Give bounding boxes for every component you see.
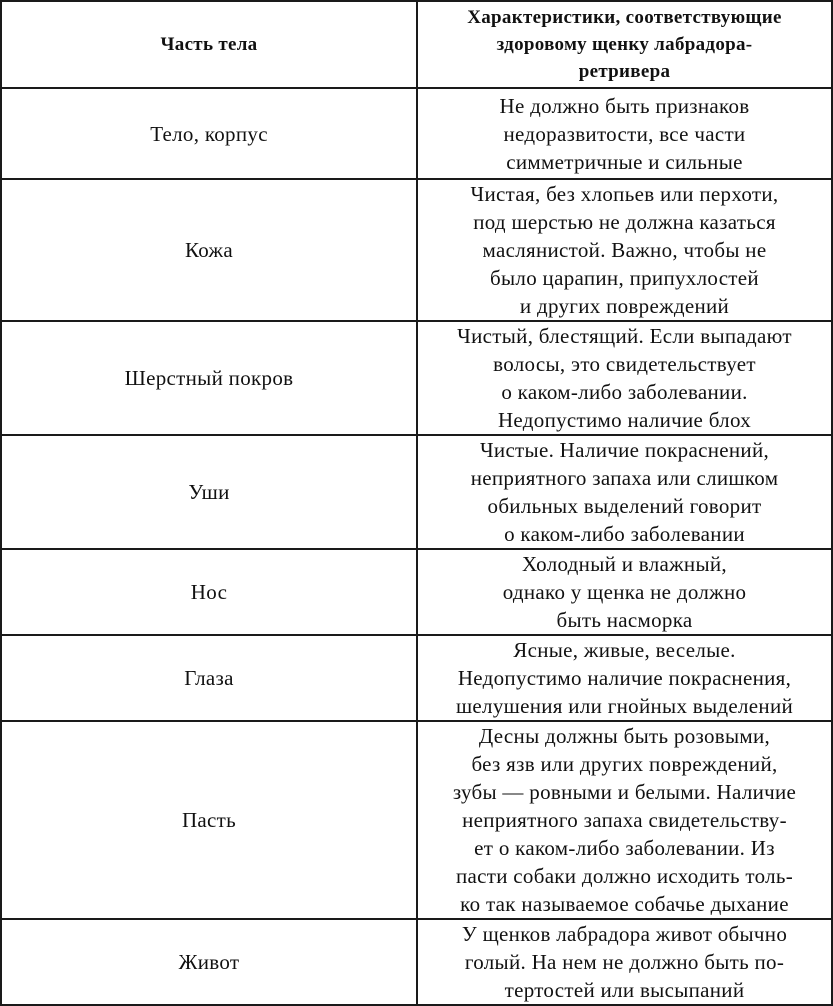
- row-desc: Десны должны быть розовыми, без язв или других повреждений, зубы — ровными и белыми. Наличие неприятного запаха свидетельству- ет о каком-либо заболевании. Из пасти собаки должно исходить толь- ко так называемое собачье дыхание: [417, 721, 832, 919]
- row-desc: У щенков лабрадора живот обычно голый. На нем не должно быть по- тертостей или высыпаний: [417, 919, 832, 1005]
- table-row: [1, 321, 832, 435]
- table-row: [1, 88, 832, 179]
- table-row: [1, 721, 832, 919]
- table-row: [1, 179, 832, 321]
- table-header-row: [1, 1, 832, 88]
- row-part: Нос: [1, 549, 417, 635]
- row-desc: Чистые. Наличие покраснений, неприятного запаха или слишком обильных выделений говорит о каком-либо заболевании: [417, 435, 832, 549]
- row-part: Тело, корпус: [1, 88, 417, 179]
- table-row: [1, 919, 832, 1005]
- row-part: Кожа: [1, 179, 417, 321]
- row-part: Пасть: [1, 721, 417, 919]
- table-row: [1, 635, 832, 721]
- row-desc: Не должно быть признаков недоразвитости, все части симметричные и сильные: [417, 88, 832, 179]
- row-desc: Чистая, без хлопьев или перхоти, под шерстью не должна казаться маслянистой. Важно, чтобы не было царапин, припухлостей и других повреждений: [417, 179, 832, 321]
- row-part: Живот: [1, 919, 417, 1005]
- row-part: Глаза: [1, 635, 417, 721]
- row-desc: Холодный и влажный, однако у щенка не должно быть насморка: [417, 549, 832, 635]
- table-row: [1, 549, 832, 635]
- header-part: Часть тела: [1, 1, 417, 88]
- header-characteristics: Характеристики, соответствующие здоровому щенку лабрадора- ретривера: [417, 1, 832, 88]
- row-part: Уши: [1, 435, 417, 549]
- row-part: Шерстный покров: [1, 321, 417, 435]
- row-desc: Чистый, блестящий. Если выпадают волосы, это свидетельствует о каком-либо заболевании. Недопустимо наличие блох: [417, 321, 832, 435]
- row-desc: Ясные, живые, веселые. Недопустимо наличие покраснения, шелушения или гнойных выделений: [417, 635, 832, 721]
- table-row: [1, 435, 832, 549]
